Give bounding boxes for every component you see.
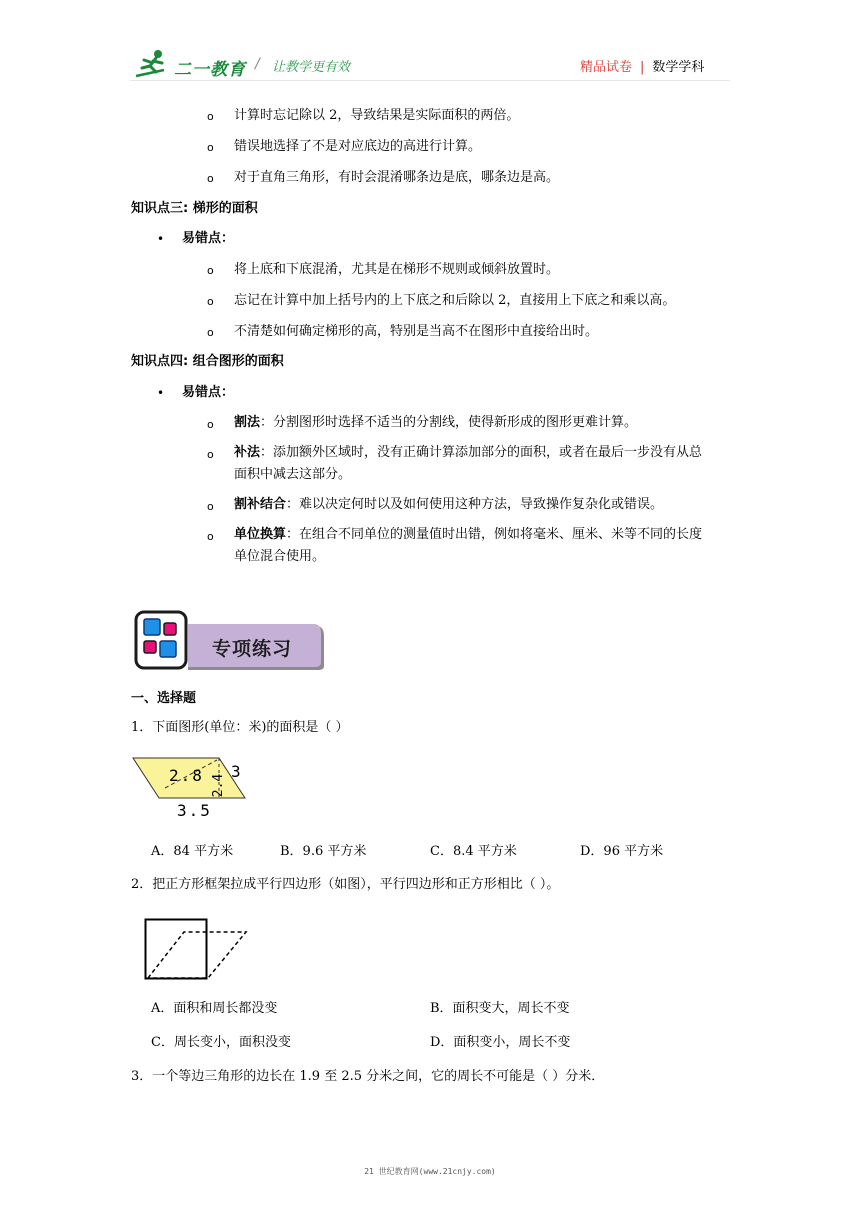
- list-item: 忘记在计算中加上括号内的上下底之和后除以 2，直接用上下底之和乘以高。: [234, 293, 676, 308]
- banner-title: 专项练习: [212, 638, 293, 660]
- sub-bullet-icon: o: [207, 264, 214, 277]
- figure-label-height: 2.4: [211, 773, 227, 798]
- square-parallelogram-figure: [144, 918, 250, 982]
- header-right-red: 精品试卷: [580, 60, 633, 75]
- sub-bullet-icon: o: [207, 326, 214, 339]
- term-text: ：分割图形时选择不适当的分割线，使得新形成的图形更难计算。: [260, 415, 638, 430]
- option-d[interactable]: D．面积变小，周长不变: [430, 1035, 571, 1050]
- list-item-continued: 单位混合使用。: [234, 549, 326, 564]
- option-b[interactable]: B．面积变大，周长不变: [430, 1001, 570, 1016]
- sub-bullet-icon: o: [207, 530, 214, 543]
- option-a[interactable]: A．面积和周长都没变: [151, 1001, 278, 1016]
- header: [0, 0, 860, 85]
- option-c[interactable]: C．周长变小，面积没变: [151, 1035, 291, 1050]
- sub-bullet-icon: o: [207, 172, 214, 185]
- option-c[interactable]: C．8.4 平方米: [430, 844, 517, 859]
- sub-bullet-icon: o: [207, 418, 214, 431]
- header-separator: |: [640, 60, 645, 75]
- question-3-stem: 3．一个等边三角形的边长在 1.9 至 2.5 分米之间，它的周长不可能是（ ）分米．: [131, 1069, 605, 1084]
- term-text: ：难以决定何时以及如何使用这种方法，导致操作复杂化或错误。: [286, 497, 664, 512]
- list-item: 错误地选择了不是对应底边的高进行计算。: [234, 139, 482, 154]
- sub-bullet-icon: o: [207, 500, 214, 513]
- bullet-label: 易错点：: [182, 231, 235, 246]
- term-label: 单位换算: [234, 527, 287, 542]
- header-rule: [130, 80, 730, 81]
- question-1-stem: 1．下面图形(单位：米)的面积是（ ）: [131, 720, 349, 735]
- term-label: 补法: [234, 445, 261, 460]
- list-item: [234, 496, 663, 514]
- header-right-subject: 数学学科: [652, 60, 705, 75]
- list-item: 对于直角三角形，有时会混淆哪条边是底，哪条边是高。: [234, 170, 560, 185]
- header-divider: /: [255, 56, 260, 72]
- list-item: 将上底和下底混淆，尤其是在梯形不规则或倾斜放置时。: [234, 262, 560, 277]
- term-text: ：在组合不同单位的测量值时出错，例如将毫米、厘米、米等不同的长度: [286, 527, 703, 542]
- list-item-continued: 面积中减去这部分。: [234, 467, 352, 482]
- bullet-icon: •: [157, 232, 165, 246]
- sub-bullet-icon: o: [207, 141, 214, 154]
- sub-bullet-icon: o: [207, 295, 214, 308]
- list-item: [234, 526, 702, 544]
- logo-text: 二一教育: [174, 60, 246, 80]
- section-title: 知识点四: 组合图形的面积: [131, 354, 284, 369]
- header-slogan: 让教学更有效: [272, 60, 351, 75]
- term-label: 割法: [234, 415, 261, 430]
- page-footer: 21 世纪教育网(www.21cnjy.com): [364, 1167, 496, 1176]
- question-1-figure: [131, 752, 249, 822]
- part-title: 一、选择题: [131, 691, 197, 706]
- list-item: 不清楚如何确定梯形的高，特别是当高不在图形中直接给出时。: [234, 324, 599, 339]
- term-label: 割补结合: [234, 497, 287, 512]
- option-a[interactable]: A．84 平方米: [151, 844, 234, 859]
- option-b[interactable]: B．9.6 平方米: [280, 844, 367, 859]
- sub-bullet-icon: o: [207, 448, 214, 461]
- figure-label-base: 3.5: [177, 801, 212, 820]
- runner-logo-icon: [134, 48, 174, 80]
- header-right: [580, 56, 704, 75]
- figure-label-side: 3: [231, 762, 241, 781]
- practice-banner: [134, 610, 326, 674]
- list-item: [234, 414, 637, 432]
- question-2-stem: 2．把正方形框架拉成平行四边形（如图），平行四边形和正方形相比（ ）。: [131, 877, 560, 892]
- option-d[interactable]: D．96 平方米: [580, 844, 664, 859]
- bullet-icon: •: [157, 386, 165, 400]
- section-title: 知识点三: 梯形的面积: [131, 201, 258, 216]
- figure-label-slant: 2.8: [169, 766, 204, 785]
- list-item: [234, 444, 702, 462]
- list-item: 计算时忘记除以 2，导致结果是实际面积的两倍。: [234, 108, 520, 123]
- term-text: ：添加额外区域时，没有正确计算添加部分的面积，或者在最后一步没有从总: [260, 445, 703, 460]
- sub-bullet-icon: o: [207, 110, 214, 123]
- bullet-label: 易错点：: [182, 385, 235, 400]
